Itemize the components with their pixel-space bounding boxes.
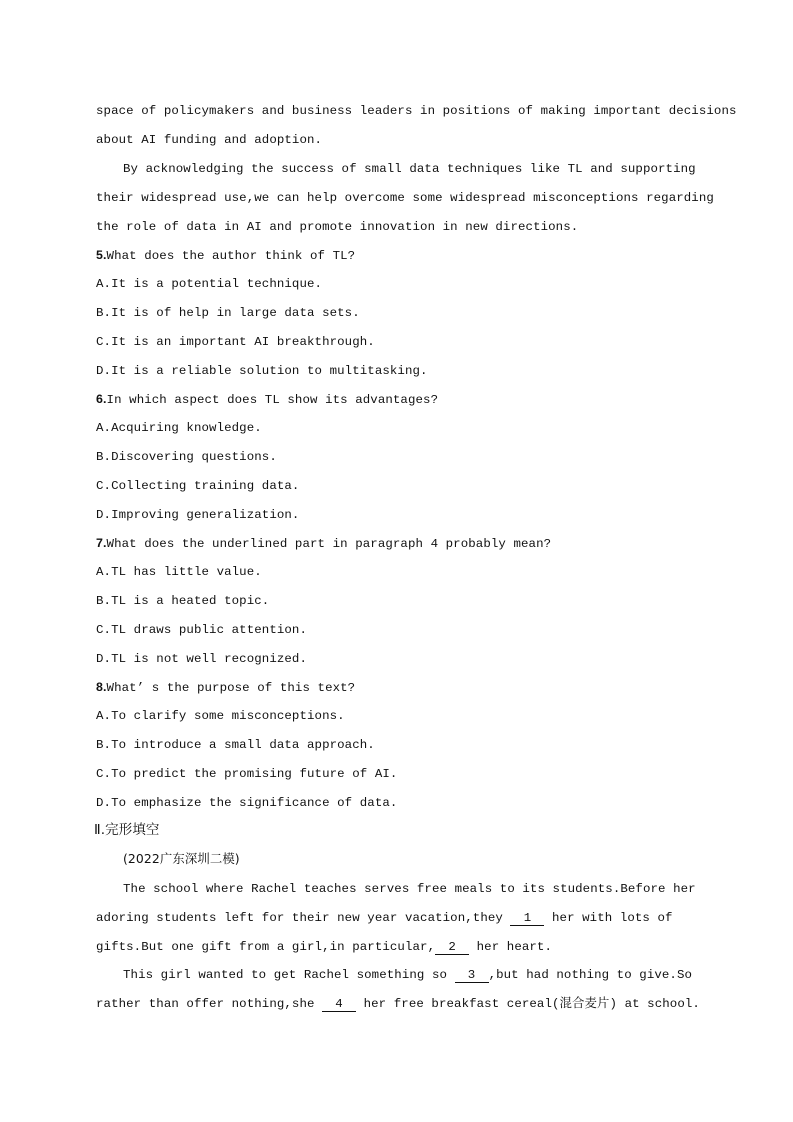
answer-option: B.Discovering questions. <box>96 450 277 464</box>
question-number: 5. <box>96 248 107 262</box>
answer-option: D.It is a reliable solution to multitasking. <box>96 364 428 378</box>
answer-option: D.TL is not well recognized. <box>96 652 307 666</box>
question-stem <box>96 391 438 408</box>
answer-option: B.TL is a heated topic. <box>96 594 270 608</box>
answer-option: C.To predict the promising future of AI. <box>96 767 398 781</box>
question-stem <box>96 247 355 264</box>
source-note: (2022广东深圳二模) <box>123 851 240 866</box>
passage-line: about AI funding and adoption. <box>96 133 323 147</box>
cloze-blank-4[interactable]: 4 <box>322 997 356 1012</box>
cloze-line <box>123 967 692 983</box>
question-stem <box>96 679 355 696</box>
question-number: 7. <box>96 536 107 550</box>
question-number: 6. <box>96 392 107 406</box>
cloze-text: gifts.But one gift from a girl,in particular, <box>96 940 436 954</box>
cloze-blank-3[interactable]: 3 <box>455 968 489 983</box>
passage-line: their widespread use,we can help overcome some widespread misconceptions regarding <box>96 191 714 205</box>
cloze-text: rather than offer nothing,she <box>96 997 323 1011</box>
cloze-line <box>96 910 673 926</box>
answer-option: B.It is of help in large data sets. <box>96 306 360 320</box>
answer-option: A.TL has little value. <box>96 565 262 579</box>
cloze-blank-1[interactable]: 1 <box>510 911 544 926</box>
section-heading: Ⅱ.完形填空 <box>94 822 160 838</box>
cloze-text: adoring students left for their new year vacation,they <box>96 911 511 925</box>
answer-option: A.It is a potential technique. <box>96 277 323 291</box>
cloze-text: This girl wanted to get Rachel something so <box>123 968 455 982</box>
answer-option: C.TL draws public attention. <box>96 623 307 637</box>
question-number: 8. <box>96 680 107 694</box>
question-stem <box>96 535 551 552</box>
question-text: What does the author think of TL? <box>106 249 356 263</box>
passage-line: By acknowledging the success of small data techniques like TL and supporting <box>123 162 696 176</box>
cloze-line <box>96 939 552 955</box>
cloze-line <box>96 996 700 1012</box>
answer-option: D.Improving generalization. <box>96 508 300 522</box>
question-text: What does the underlined part in paragraph 4 probably mean? <box>106 537 552 551</box>
cloze-blank-2[interactable]: 2 <box>435 940 469 955</box>
question-text: In which aspect does TL show its advantages? <box>106 393 439 407</box>
cloze-line: The school where Rachel teaches serves free meals to its students.Before her <box>123 882 696 896</box>
passage-line: space of policymakers and business leaders in positions of making important decisions <box>96 104 737 118</box>
cloze-text: ,but had nothing to give.So <box>488 968 693 982</box>
answer-option: C.Collecting training data. <box>96 479 300 493</box>
answer-option: A.Acquiring knowledge. <box>96 421 262 435</box>
answer-option: A.To clarify some misconceptions. <box>96 709 345 723</box>
question-text: What’ s the purpose of this text? <box>106 681 356 695</box>
passage-line: the role of data in AI and promote innovation in new directions. <box>96 220 579 234</box>
cloze-text: her with lots of <box>544 911 673 925</box>
answer-option: B.To introduce a small data approach. <box>96 738 375 752</box>
cloze-text: her free breakfast cereal(混合麦片) at school. <box>356 997 700 1011</box>
answer-option: C.It is an important AI breakthrough. <box>96 335 375 349</box>
cloze-text: her heart. <box>469 940 553 954</box>
answer-option: D.To emphasize the significance of data. <box>96 796 398 810</box>
